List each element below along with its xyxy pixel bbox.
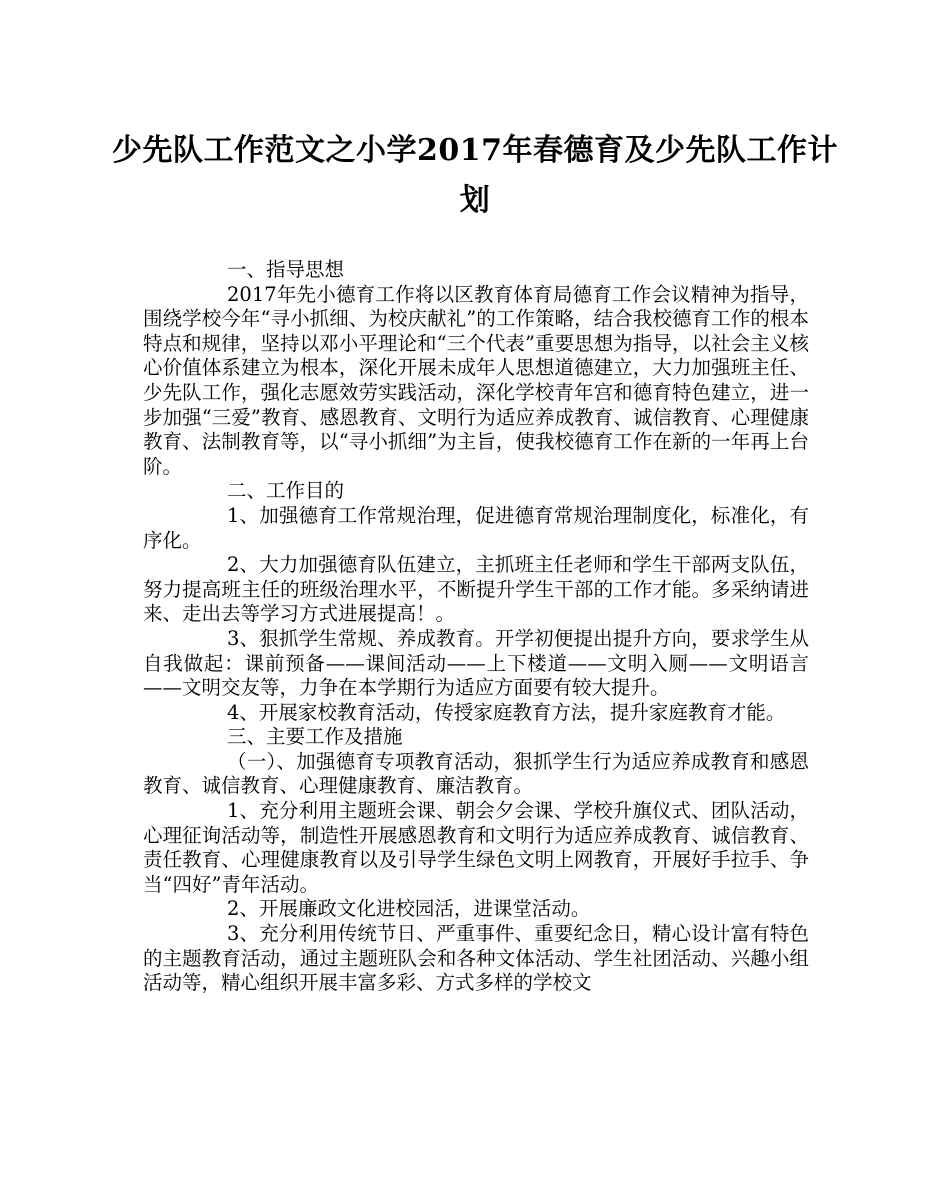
section-heading-work-goals: 二、工作目的	[227, 479, 345, 503]
document-body	[143, 258, 809, 996]
document-title	[100, 126, 850, 226]
paragraph: （一）、加强德育专项教育活动，狠抓学生行为适应养成教育和感恩教育、诚信教育、心理健康教育、廉洁教育。	[143, 749, 809, 798]
section-heading-guiding-ideology: 一、指导思想	[227, 258, 345, 281]
paragraph: 3、狠抓学生常规、养成教育。开学初便提出提升方向，要求学生从自我做起：课前预备——课间活动——上下楼道——文明入厕——文明语言——文明交友等，力争在本学期行为适应方面要有较大提升。	[143, 626, 809, 700]
title-line-1: 少先队工作范文之小学2017年春德育及少先队工作计	[112, 133, 838, 168]
paragraph: 4、开展家校教育活动，传授家庭教育方法，提升家庭教育才能。	[227, 700, 786, 724]
paragraph: 3、充分利用传统节日、严重事件、重要纪念日，精心设计富有特色的主题教育活动，通过主题班队会和各种文体活动、学生社团活动、兴趣小组活动等，精心组织开展丰富多彩、方式多样的学校文	[143, 922, 809, 995]
paragraph: 2、开展廉政文化进校园活，进课堂活动。	[227, 897, 591, 921]
paragraph: 2、大力加强德育队伍建立，主抓班主任老师和学生干部两支队伍，努力提高班主任的班级治理水平，不断提升学生干部的工作才能。多采纳请进来、走出去等学习方式进展提高！。	[143, 553, 809, 626]
section-heading-main-work: 三、主要工作及措施	[227, 725, 403, 749]
paragraph: 1、充分利用主题班会课、朝会夕会课、学校升旗仪式、团队活动，心理征询活动等，制造性开展感恩教育和文明行为适应养成教育、诚信教育、责任教育、心理健康教育以及引导学生绿色文明上网教育，开展好手拉手、争当“四好”青年活动。	[143, 799, 809, 896]
paragraph: 2017年先小德育工作将以区教育体育局德育工作会议精神为指导，围绕学校今年“寻小抓细、为校庆献礼”的工作策略，结合我校德育工作的根本特点和规律，坚持以邓小平理论和“三个代表”重要思想为指导，以社会主义核心价值体系建立为根本，深化开展未成年人思想道德建立，大力加强班主任、少先队工作，强化志愿效劳实践活动，深化学校青年宫和德育特色建立，进一步加强“三爱”教育、感恩教育、文明行为适应养成教育、诚信教育、心理健康教育、法制教育等，以“寻小抓细”为主旨，使我校德育工作在新的一年再上台阶。	[143, 282, 809, 478]
paragraph: 1、加强德育工作常规治理，促进德育常规治理制度化，标准化，有序化。	[143, 503, 809, 552]
title-line-2: 划	[459, 183, 491, 218]
